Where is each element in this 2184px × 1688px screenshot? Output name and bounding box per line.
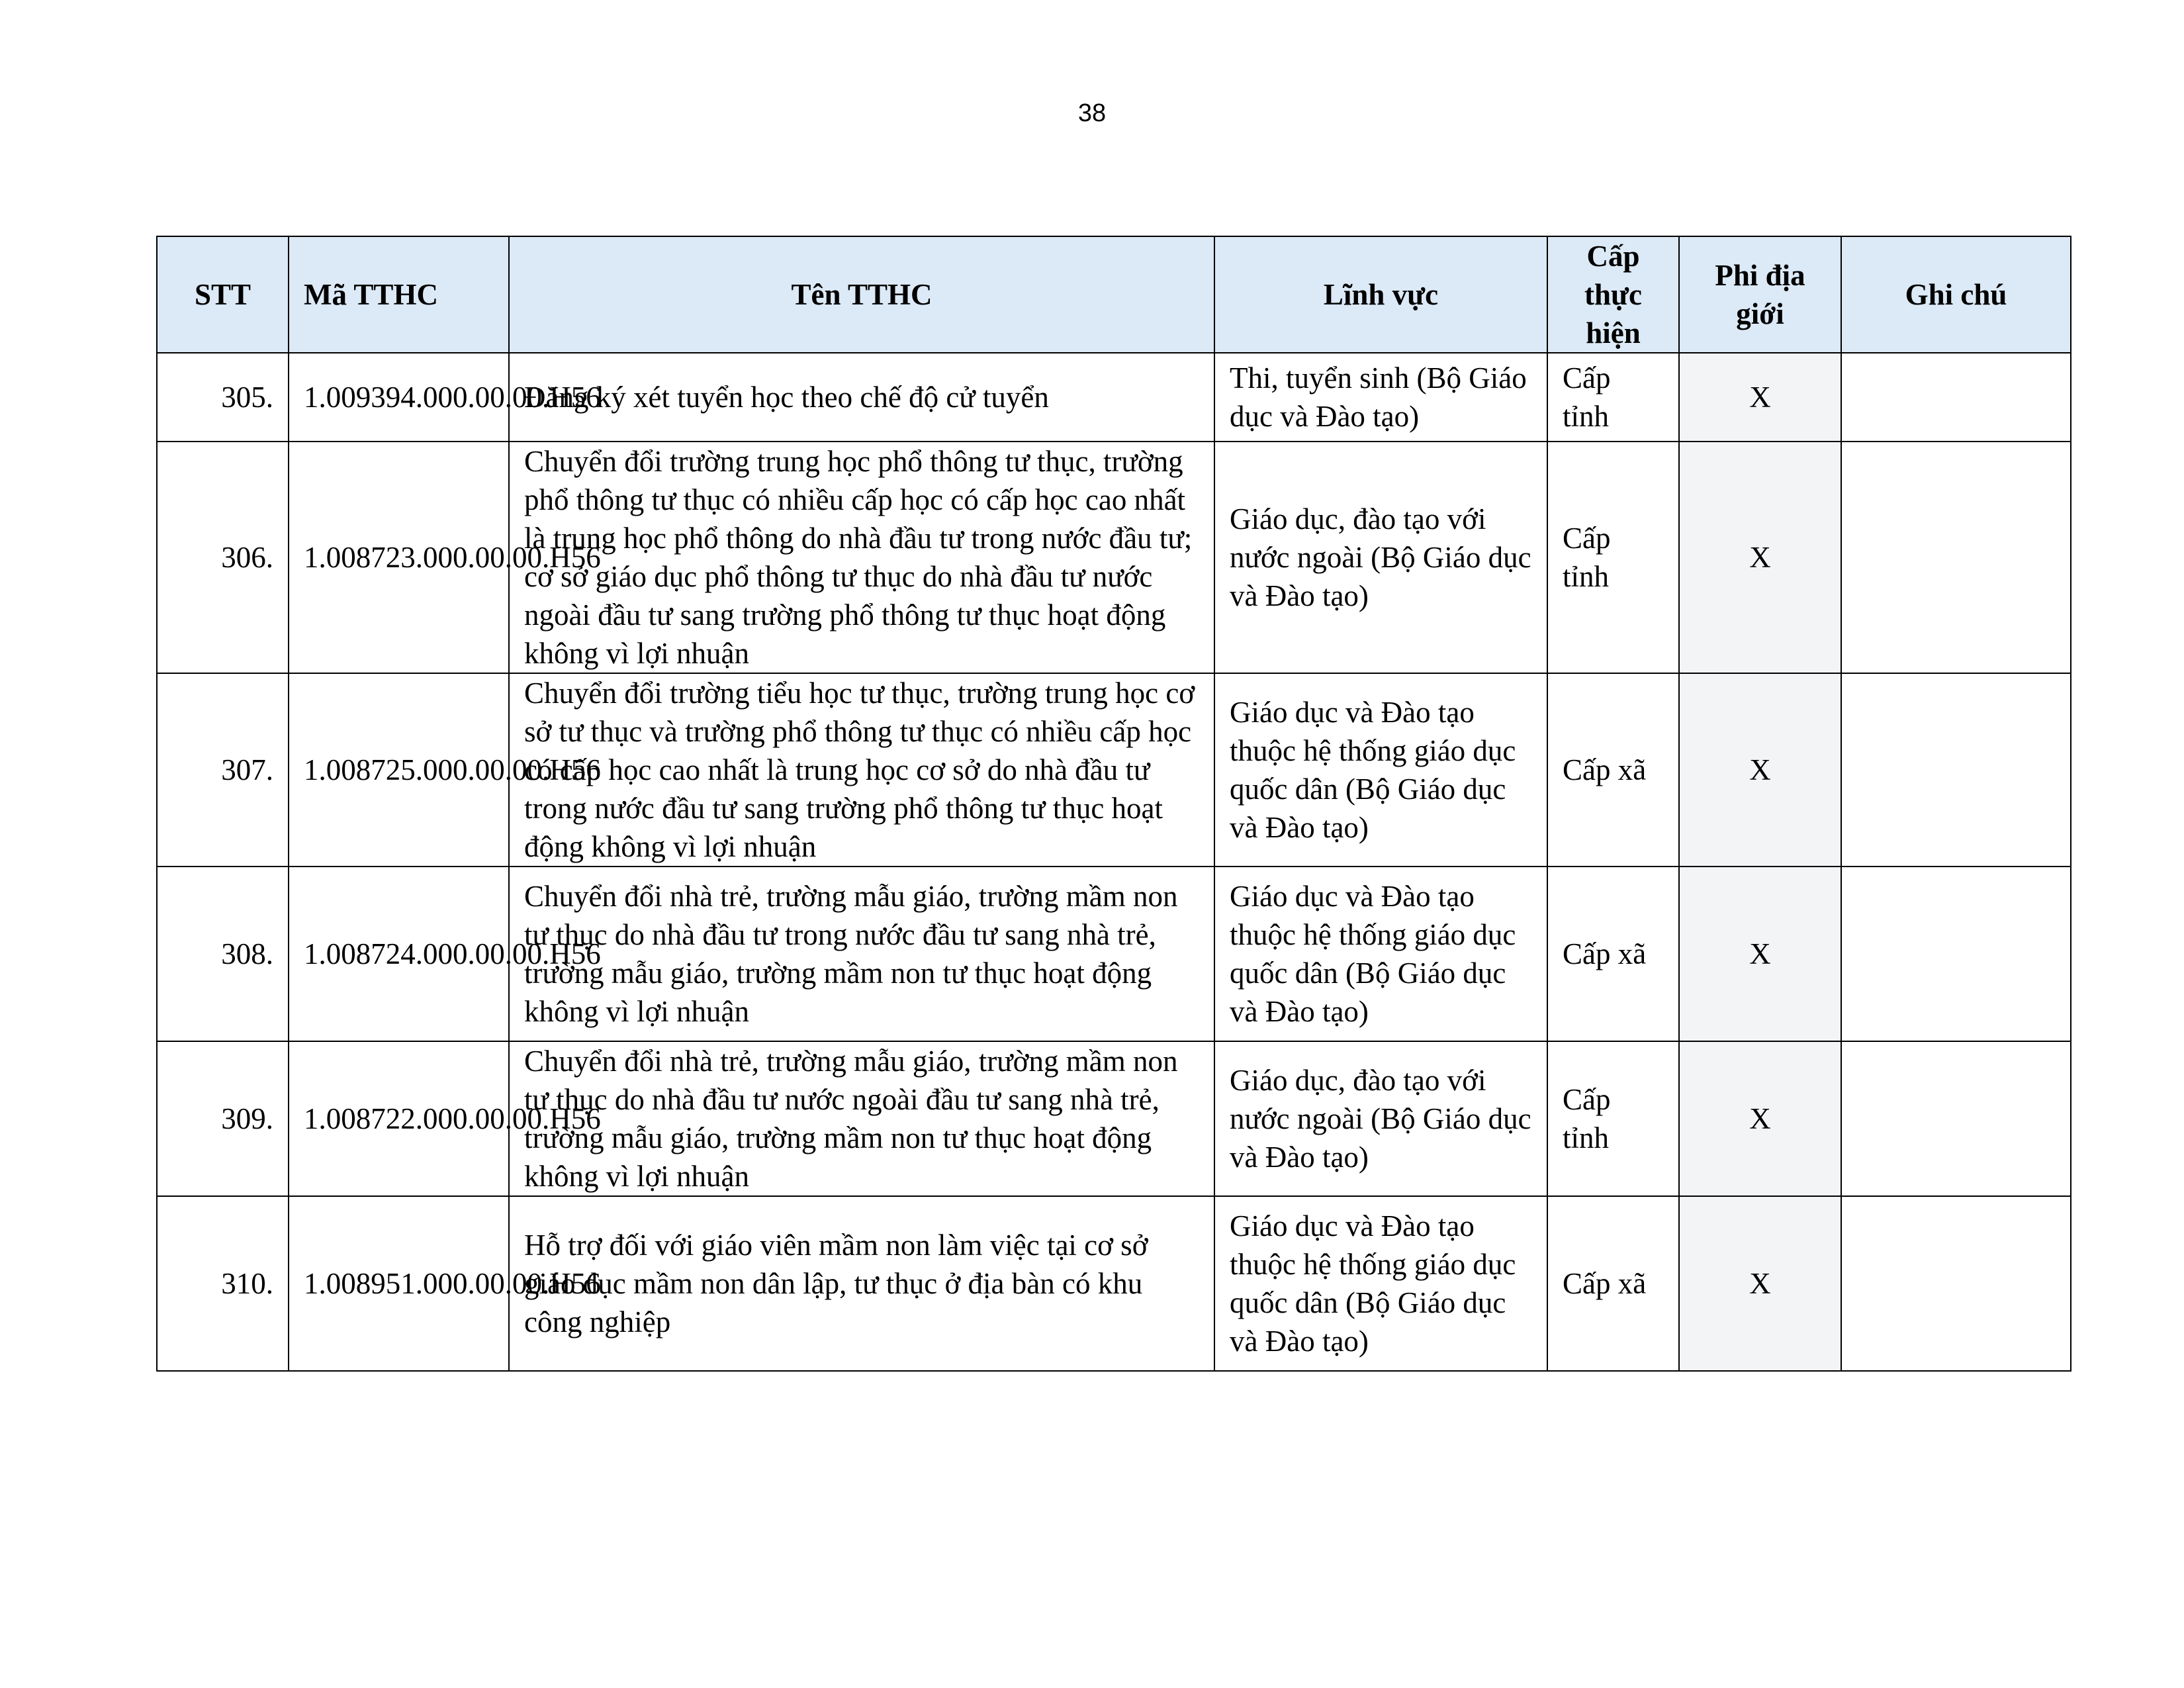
- cell-stt: 309.: [157, 1041, 289, 1196]
- cell-boundary: X: [1679, 442, 1841, 673]
- cell-name: Chuyển đổi trường trung học phổ thông tư thục, trường phổ thông tư thục có nhiều cấp học có cấp học cao nhất là trung học phổ thông do nhà đầu tư trong nước đầu tư; cơ sở giáo dục phổ thông tư thục do nhà đầu tư nước ngoài đầu tư sang trường phổ thông tư thục hoạt động không vì lợi nhuận: [509, 442, 1214, 673]
- cell-level: Cấp xã: [1547, 1196, 1679, 1371]
- cell-level: Cấp tỉnh: [1547, 1041, 1679, 1196]
- cell-name: Chuyển đổi nhà trẻ, trường mẫu giáo, trường mầm non tư thục do nhà đầu tư nước ngoài đầu tư sang nhà trẻ, trường mẫu giáo, trường mầm non tư thục hoạt động không vì lợi nhuận: [509, 1041, 1214, 1196]
- cell-level: Cấp xã: [1547, 867, 1679, 1041]
- cell-name: Chuyển đổi trường tiểu học tư thục, trường trung học cơ sở tư thục và trường phổ thông tư thục có nhiều cấp học có cấp học cao nhất là trung học cơ sở do nhà đầu tư trong nước đầu tư sang trường phổ thông tư thục hoạt động không vì lợi nhuận: [509, 673, 1214, 867]
- header-stt: STT: [157, 236, 289, 353]
- cell-note: [1841, 1196, 2071, 1371]
- table-row: [157, 867, 2071, 1041]
- cell-note: [1841, 1041, 2071, 1196]
- cell-note: [1841, 867, 2071, 1041]
- cell-code: 1.008725.000.00.00.H56: [289, 673, 509, 867]
- cell-code: 1.008951.000.00.00.H56: [289, 1196, 509, 1371]
- header-boundary: Phi địa giới: [1679, 236, 1841, 353]
- cell-stt: 310.: [157, 1196, 289, 1371]
- header-name: Tên TTHC: [509, 236, 1214, 353]
- cell-level: Cấp tỉnh: [1547, 353, 1679, 442]
- cell-level: Cấp tỉnh: [1547, 442, 1679, 673]
- cell-note: [1841, 353, 2071, 442]
- cell-field: Giáo dục và Đào tạo thuộc hệ thống giáo dục quốc dân (Bộ Giáo dục và Đào tạo): [1214, 1196, 1547, 1371]
- cell-field: Giáo dục, đào tạo với nước ngoài (Bộ Giáo dục và Đào tạo): [1214, 1041, 1547, 1196]
- procedures-table: [156, 236, 2071, 1372]
- table-row: [157, 673, 2071, 867]
- table-row: [157, 353, 2071, 442]
- header-field: Lĩnh vực: [1214, 236, 1547, 353]
- cell-stt: 308.: [157, 867, 289, 1041]
- cell-stt: 305.: [157, 353, 289, 442]
- table-row: [157, 1041, 2071, 1196]
- cell-field: Thi, tuyển sinh (Bộ Giáo dục và Đào tạo): [1214, 353, 1547, 442]
- cell-code: 1.008722.000.00.00.H56: [289, 1041, 509, 1196]
- header-level: Cấp thực hiện: [1547, 236, 1679, 353]
- header-note: Ghi chú: [1841, 236, 2071, 353]
- cell-boundary: X: [1679, 1196, 1841, 1371]
- table-row: [157, 442, 2071, 673]
- cell-boundary: X: [1679, 673, 1841, 867]
- page-number: 38: [1077, 99, 1107, 127]
- header-code: Mã TTHC: [289, 236, 509, 353]
- cell-stt: 307.: [157, 673, 289, 867]
- cell-level: Cấp xã: [1547, 673, 1679, 867]
- table-header-row: [157, 236, 2071, 353]
- cell-boundary: X: [1679, 867, 1841, 1041]
- cell-field: Giáo dục, đào tạo với nước ngoài (Bộ Giáo dục và Đào tạo): [1214, 442, 1547, 673]
- cell-name: Hỗ trợ đối với giáo viên mầm non làm việc tại cơ sở giáo dục mầm non dân lập, tư thục ở địa bàn có khu công nghiệp: [509, 1196, 1214, 1371]
- cell-field: Giáo dục và Đào tạo thuộc hệ thống giáo dục quốc dân (Bộ Giáo dục và Đào tạo): [1214, 867, 1547, 1041]
- cell-code: 1.008724.000.00.00.H56: [289, 867, 509, 1041]
- cell-note: [1841, 673, 2071, 867]
- cell-boundary: X: [1679, 353, 1841, 442]
- cell-name: Chuyển đổi nhà trẻ, trường mẫu giáo, trường mầm non tư thục do nhà đầu tư trong nước đầu tư sang nhà trẻ, trường mẫu giáo, trường mầm non tư thục hoạt động không vì lợi nhuận: [509, 867, 1214, 1041]
- cell-code: 1.009394.000.00.00.H56: [289, 353, 509, 442]
- cell-stt: 306.: [157, 442, 289, 673]
- cell-boundary: X: [1679, 1041, 1841, 1196]
- cell-field: Giáo dục và Đào tạo thuộc hệ thống giáo dục quốc dân (Bộ Giáo dục và Đào tạo): [1214, 673, 1547, 867]
- table-row: [157, 1196, 2071, 1371]
- cell-note: [1841, 442, 2071, 673]
- cell-code: 1.008723.000.00.00.H56: [289, 442, 509, 673]
- cell-name: Đăng ký xét tuyển học theo chế độ cử tuyển: [509, 353, 1214, 442]
